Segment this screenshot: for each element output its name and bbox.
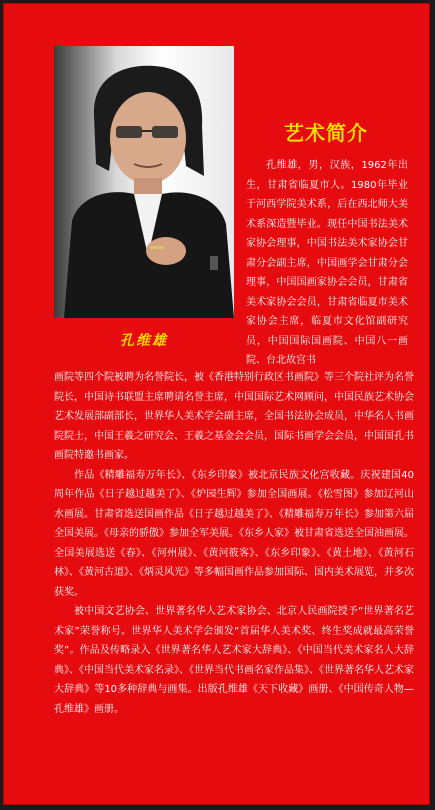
portrait-illustration — [54, 46, 234, 318]
section-title: 艺术简介 — [284, 121, 368, 145]
honors-paragraph: 被中国文艺协会、世界著名华人艺术家协会、北京人民画院授予“世界著名艺术家”荣誉称号。世界华人美术学会颁发“首届华人美术奖、终生奖成就最高荣誉奖”。作品及传略录入《世界著名华人艺术家大辞典》、《中国当代美术家名人大辞典》、《中国当代美术家名录》、《世界当代书画名家作品集》、《世界著名华人艺术家大辞典》等10多种辞典与画集。出版孔维雄《天下收藏》画册、《中国传奇人物—孔维雄》画册。 — [54, 606, 414, 715]
poster-panel — [3, 3, 430, 805]
artist-name-caption: 孔维雄 — [120, 333, 168, 349]
intro-paragraph: 孔维雄，男，汉族，1962年出生，甘肃省临夏市人。1980年毕业于河西学院美术系，后在西北师大美术系深造暨毕业。现任中国书法美术家协会理事，中国书法美术家协会甘肃分会副主席，中国画学会甘肃分会理事，中国国画家协会会员，甘肃省美术家协会会员，甘肃省临夏市美术家协会主席，临夏市文化馆副研究员，中国国际国画院、中国八一画院、台北故宫书 — [246, 160, 408, 366]
intro-paragraph-continued: 画院等四个院被聘为名誉院长，被《香港特别行政区书画院》等三个院社评为名誉院长，中国诗书联盟主席聘请名誉主席，中国国际艺术网顾问，中国民族艺术协会艺术发展部副部长，世界华人美术学会副主席，全国书法协会成员，中华名人书画院院士，中国王羲之研究会、王羲之基金会会员，国际书画学会会员，中国国孔书画院特邀书画家。 — [54, 372, 414, 461]
works-paragraph: 作品《精雕福寿万年长》、《东乡印象》被北京民族文化宫收藏。庆祝建国40周年作品《日子越过越美了》、《炉园生辉》参加全国画展。《松雪图》参加辽河山水画展。甘肃省选送国画作品《日子越过越美了》、《精雕福寿万年长》参加第六届全国美展。《母亲的骄傲》参加全军美展。《东乡人家》被甘肃省选送全国油画展。全国美展选送《春》、《河州展》、《黄河筱客》、《东乡印象》、《黄土地》、《黄河石林》、《黄河古道》、《炳灵风光》等多幅国画作品参加国际、国内美术展览，并多次获奖。 — [54, 469, 414, 598]
portrait-photo — [54, 46, 234, 318]
biography-body — [54, 368, 414, 719]
